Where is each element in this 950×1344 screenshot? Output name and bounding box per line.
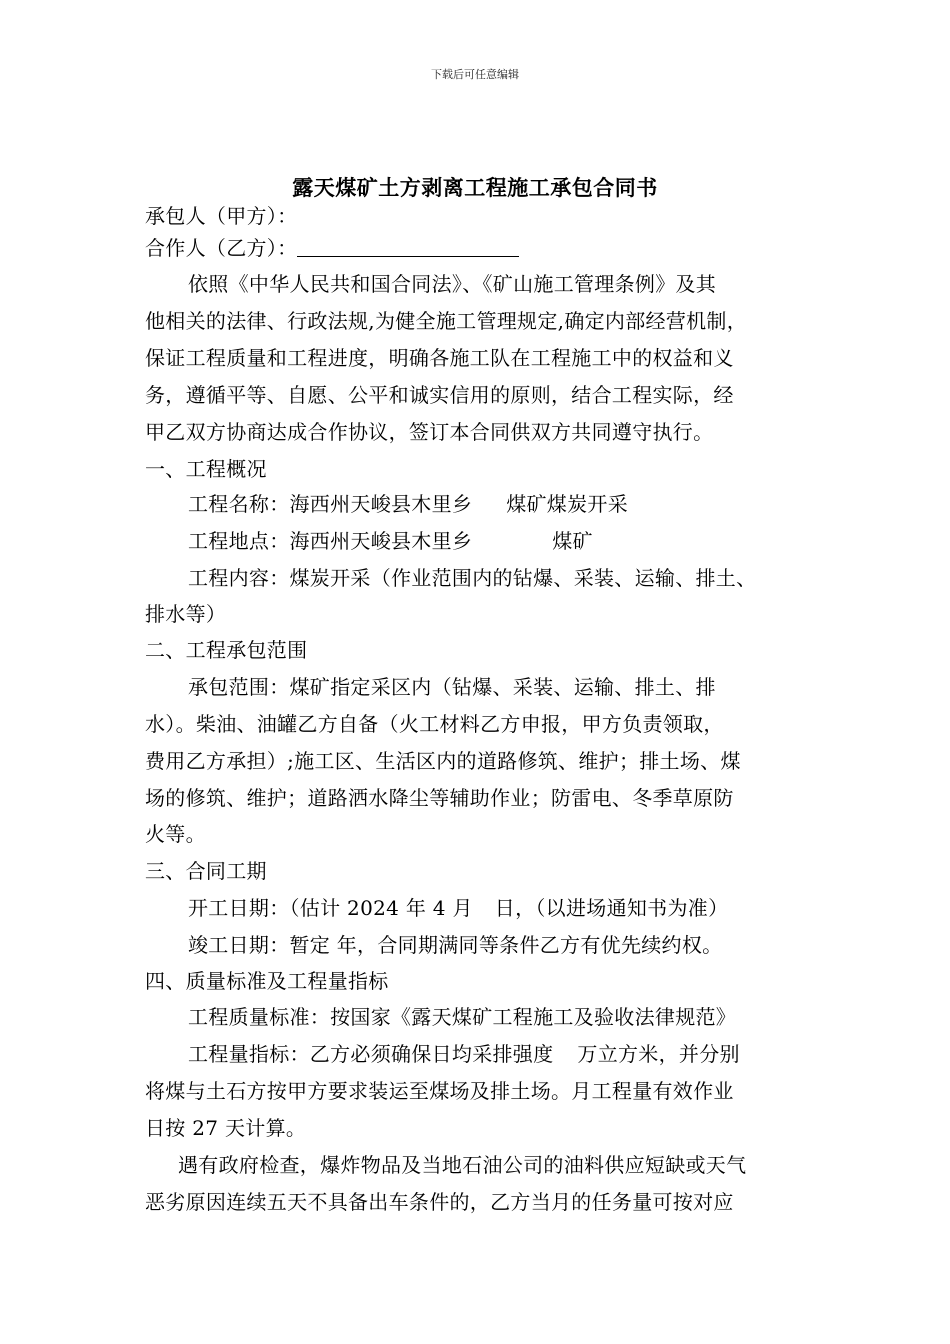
force-majeure-line: 遇有政府检查，爆炸物品及当地石油公司的油料供应短缺或天气 (178, 1153, 747, 1177)
page-header-note: 下载后可任意编辑 (431, 68, 519, 81)
volume-target-line: 日按 27 天计算。 (145, 1116, 307, 1140)
volume-target-label: 工程量指标：乙方必须确保日均采排强度 (188, 1042, 554, 1066)
project-place-label: 工程地点：海西州天峻县木里乡 (188, 529, 473, 553)
intro-line: 甲乙双方协商达成合作协议，签订本合同供双方共同遵守执行。 (145, 420, 714, 444)
project-place-line (188, 527, 828, 555)
scope-line: 火等。 (145, 822, 206, 846)
force-majeure-line: 恶劣原因连续五天不具备出车条件的，乙方当月的任务量可按对应 (145, 1190, 734, 1214)
section-4-heading: 四、质量标准及工程量指标 (145, 969, 389, 993)
party-b-label: 合作人（乙方）： (145, 236, 298, 260)
section-1-heading: 一、工程概况 (145, 457, 267, 481)
start-date-line (188, 894, 828, 922)
section-2-heading: 二、工程承包范围 (145, 638, 308, 662)
volume-target-line: 将煤与土石方按甲方要求装运至煤场及排土场。月工程量有效作业 (145, 1079, 734, 1103)
intro-line: 依照《中华人民共和国合同法》、《矿山施工管理条例》及其 (188, 272, 717, 296)
volume-target-line (188, 1040, 828, 1068)
party-b-line (145, 234, 825, 262)
document-title: 露天煤矿土方剥离工程施工承包合同书 (292, 175, 658, 200)
intro-line: 务，遵循平等、自愿、公平和诚实信用的原则，结合工程实际，经 (145, 383, 734, 407)
intro-line: 他相关的法律、行政法规,为健全施工管理规定,确定内部经营机制， (145, 309, 748, 333)
party-a-line (145, 202, 825, 230)
intro-line: 保证工程质量和工程进度，明确各施工队在工程施工中的权益和义 (145, 346, 734, 370)
project-content-line: 排水等） (145, 602, 227, 626)
project-name-label: 工程名称：海西州天峻县木里乡 (188, 492, 473, 516)
start-date-suffix: 日，（以进场通知书为准） (494, 896, 729, 920)
project-name-line (188, 490, 828, 518)
quality-standard-line: 工程质量标准：按国家《露天煤矿工程施工及验收法律规范》 (188, 1005, 737, 1029)
scope-line: 承包范围：煤矿指定采区内（钻爆、采装、运输、排土、排 (188, 675, 716, 699)
project-content-line: 工程内容：煤炭开采（作业范围内的钻爆、采装、运输、排土、 (188, 566, 757, 590)
scope-line: 场的修筑、维护；道路洒水降尘等辅助作业；防雷电、冬季草原防 (145, 786, 734, 810)
party-b-blank (297, 236, 519, 257)
party-a-label: 承包人（甲方）： (145, 204, 298, 228)
volume-target-suffix: 万立方米，并分别 (577, 1042, 740, 1066)
project-place-suffix: 煤矿 (552, 529, 593, 553)
scope-line: 水）。柴油、油罐乙方自备（火工材料乙方申报，甲方负责领取， (145, 712, 724, 736)
project-name-suffix: 煤矿煤炭开采 (506, 492, 629, 516)
start-date-label: 开工日期：（估计 2024 年 4 月 (188, 896, 473, 920)
section-3-heading: 三、合同工期 (145, 859, 267, 883)
scope-line: 费用乙方承担）;施工区、生活区内的道路修筑、维护；排土场、煤 (145, 749, 741, 773)
end-date-line: 竣工日期：暂定 年，合同期满同等条件乙方有优先续约权。 (188, 933, 723, 957)
